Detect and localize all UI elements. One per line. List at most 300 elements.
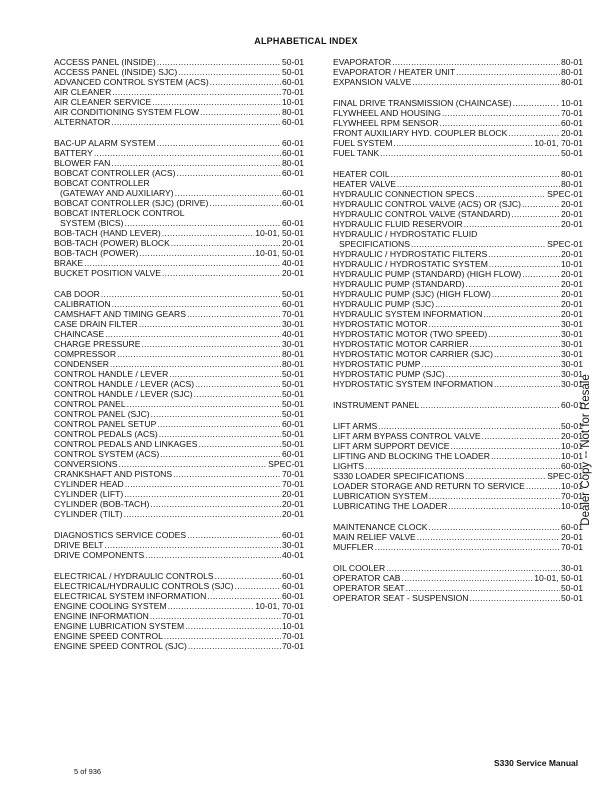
index-entry-name: ACCESS PANEL (INSIDE) [54,57,156,67]
index-entry-name: MUFFLER [333,542,374,552]
index-entry-name: HYDROSTATIC SYSTEM INFORMATION [333,379,493,389]
index-entry[interactable] [54,188,304,198]
section-gap [54,278,304,289]
dot-leader [508,128,560,138]
page-title: ALPHABETICAL INDEX [254,36,358,46]
index-entry[interactable] [333,77,583,87]
index-entry-page: 40-01 [282,329,304,339]
index-entry[interactable] [54,258,304,268]
index-entry[interactable] [333,209,583,219]
index-entry[interactable] [54,107,304,117]
index-entry-page: SPEC-01 [547,239,583,249]
index-entry[interactable] [54,57,304,67]
index-entry-name: MAINTENANCE CLOCK [333,522,428,532]
index-entry[interactable] [333,359,583,369]
index-entry[interactable] [333,400,583,410]
index-entry-page: 80-01 [282,158,304,168]
index-entry-name: AIR CLEANER [54,87,112,97]
index-entry[interactable] [54,591,304,601]
dot-leader [157,419,281,429]
index-entry-page: 80-01 [561,169,583,179]
dot-leader [411,239,546,249]
dot-leader [159,429,281,439]
index-entry-name: BOBCAT CONTROLLER (ACS) [54,168,176,178]
index-entry-name: CASE DRAIN FILTER [54,319,138,329]
index-entry[interactable] [54,289,304,299]
index-entry-page: 70-01 [282,611,304,621]
index-entry[interactable] [333,583,583,593]
dot-leader [150,499,281,509]
index-entry-name: COMPRESSOR [54,349,117,359]
index-entry-name: CHAINCASE [54,329,105,339]
index-entry[interactable] [333,431,583,441]
index-entry[interactable] [333,593,583,603]
index-entry-name: HYDRAULIC CONNECTION SPECS [333,189,475,199]
section-gap [333,511,583,522]
index-entry[interactable] [54,178,304,188]
index-entry-page: 60-01 [282,581,304,591]
dot-leader [511,209,560,219]
index-entry[interactable] [54,369,304,379]
index-entry[interactable] [54,509,304,519]
dot-leader [141,339,281,349]
index-entry[interactable] [333,441,583,451]
index-entry[interactable] [333,319,583,329]
index-entry[interactable] [333,573,583,583]
index-entry[interactable] [54,218,304,228]
dot-leader [488,249,560,259]
index-entry-name: LOADER STORAGE AND RETURN TO SERVICE [333,481,525,491]
index-entry[interactable] [333,349,583,359]
index-entry-page: 20-01 [561,309,583,319]
dot-leader [84,258,281,268]
dot-leader [117,349,281,359]
dot-leader [105,329,281,339]
index-entry[interactable] [54,530,304,540]
index-entry-name: HYDRAULIC PUMP (STANDARD) [333,279,465,289]
index-entry[interactable] [54,208,304,218]
index-entry[interactable] [333,289,583,299]
index-entry[interactable] [333,421,583,431]
index-entry[interactable] [54,571,304,581]
index-entry[interactable] [333,481,583,491]
dot-leader [94,148,281,158]
index-entry[interactable] [54,359,304,369]
dot-leader [402,573,534,583]
dot-leader [124,489,281,499]
index-entry[interactable] [54,148,304,158]
index-entry[interactable] [333,501,583,511]
index-entry[interactable] [54,168,304,178]
index-entry-name: DRIVE COMPONENTS [54,550,145,560]
index-entry-name: CONTROL SYSTEM (ACS) [54,449,160,459]
index-entry-name: HYDRAULIC / HYDROSTATIC FLUID [333,229,478,239]
index-entry[interactable] [54,138,304,148]
index-entry-name: DRIVE BELT [54,540,104,550]
index-entry-page: 20-01 [561,289,583,299]
index-entry-page: 80-01 [561,67,583,77]
dot-leader [491,451,560,461]
dot-leader [448,501,560,511]
index-entry[interactable] [333,57,583,67]
index-entry[interactable] [54,329,304,339]
index-entry-name: BLOWER FAN [54,158,111,168]
index-entry-page: 20-01 [561,128,583,138]
index-entry-name: HYDROSTATIC PUMP (SJC) [333,369,445,379]
index-entry-page: 50-01 [282,379,304,389]
index-entry-page: 40-01 [282,258,304,268]
index-entry-name: HYDRAULIC SYSTEM INFORMATION [333,309,483,319]
index-entry-name: BOBCAT CONTROLLER [54,178,150,188]
dot-leader [494,349,560,359]
index-entry[interactable] [333,269,583,279]
index-entry-page: 60-01 [282,571,304,581]
index-entry-page: 60-01 [282,168,304,178]
index-entry-name: HEATER COIL [333,169,390,179]
index-entry-page: 20-01 [561,249,583,259]
index-entry-name: CONTROL HANDLE / LEVER (SJC) [54,389,193,399]
index-entry[interactable] [333,532,583,542]
dot-leader [406,583,560,593]
index-entry-page: 70-01 [561,542,583,552]
dot-leader [157,57,281,67]
dot-leader [127,399,281,409]
index-entry[interactable] [333,461,583,471]
index-entry[interactable] [54,349,304,359]
index-entry[interactable] [54,399,304,409]
index-entry[interactable] [54,339,304,349]
index-entry-name: ENGINE COOLING SYSTEM [54,601,167,611]
index-entry-name: INSTRUMENT PANEL [333,400,420,410]
index-entry-name: HYDRAULIC PUMP (SJC) [333,299,435,309]
index-entry-name: LIFT ARM SUPPORT DEVICE [333,441,450,451]
index-entry[interactable] [54,117,304,127]
index-entry-name: ENGINE SPEED CONTROL (SJC) [54,641,187,651]
index-entry[interactable] [54,409,304,419]
dot-leader [173,469,281,479]
index-entry-name: CONTROL HANDLE / LEVER (ACS) [54,379,195,389]
index-entry[interactable] [54,77,304,87]
index-entry[interactable] [333,98,583,108]
index-entry-name: BOB-TACH (POWER) BLOCK [54,238,170,248]
index-entry[interactable] [333,309,583,319]
index-entry-page: 60-01 [561,400,583,410]
index-entry[interactable] [54,621,304,631]
index-entry-page: 50-01 [282,369,304,379]
index-entry-page: 20-01 [282,489,304,499]
index-entry-page: 30-01 [282,319,304,329]
dot-leader [187,530,281,540]
index-entry-page: 50-01 [282,67,304,77]
index-entry[interactable] [333,249,583,259]
dot-leader [412,77,560,87]
index-entry[interactable] [54,248,304,258]
index-entry-name: CAMSHAFT AND TIMING GEARS [54,309,186,319]
index-entry[interactable] [54,479,304,489]
manual-title: S330 Service Manual [494,758,579,768]
dot-leader [465,279,560,289]
index-entry-page: 60-01 [282,299,304,309]
dot-leader [111,117,281,127]
index-entry[interactable] [333,67,583,77]
dot-leader [187,309,281,319]
index-entry[interactable] [333,279,583,289]
index-entry[interactable] [333,522,583,532]
index-entry-name: HYDRAULIC PUMP (STANDARD) (HIGH FLOW) [333,269,522,279]
dot-leader [513,98,556,108]
dot-leader [125,218,282,228]
index-entry[interactable] [54,299,304,309]
index-entry[interactable] [54,459,304,469]
index-entry-page: 30-01 [282,339,304,349]
index-entry[interactable] [54,87,304,97]
index-entry-name: BOB-TACH (POWER) [54,248,139,258]
dot-leader [188,641,281,651]
dot-leader [442,108,560,118]
index-entry[interactable] [54,499,304,509]
index-entry-page: 60-01 [282,117,304,127]
section-gap [54,519,304,530]
dot-leader [391,169,560,179]
index-entry[interactable] [54,389,304,399]
index-entry[interactable] [333,169,583,179]
index-entry-page: 30-01 [561,339,583,349]
index-entry-name: CALIBRATION [54,299,111,309]
index-entry-page: 30-01 [561,379,583,389]
dot-leader [168,601,255,611]
index-entry[interactable] [54,540,304,550]
dot-leader [469,593,560,603]
index-entry[interactable] [54,611,304,621]
index-entry-page: 50-01 [282,289,304,299]
dot-leader [522,199,560,209]
index-entry[interactable] [333,239,583,249]
dot-leader [157,138,281,148]
index-entry-name: HYDRAULIC CONTROL VALVE (ACS) OR (SJC) [333,199,521,209]
index-entry-page: 10-01, 50-01 [534,573,583,583]
index-entry[interactable] [54,581,304,591]
dot-leader [420,400,560,410]
index-entry-name: (GATEWAY AND AUXILIARY) [60,188,174,198]
index-entry-page: 60-01 [282,188,304,198]
index-entry[interactable] [54,489,304,499]
index-entry-name: HYDRAULIC PUMP (SJC) (HIGH FLOW) [333,289,491,299]
dot-leader [125,479,281,489]
index-entry[interactable] [54,67,304,77]
index-entry-page: 10-01, 70-01 [534,138,583,148]
index-entry-page: 60-01 [282,198,304,208]
dot-leader [160,449,281,459]
dot-leader [392,57,560,67]
index-entry[interactable] [333,259,583,269]
section-gap [333,158,583,169]
dot-leader [185,621,281,631]
index-entry[interactable] [54,198,304,208]
index-entry[interactable] [54,309,304,319]
index-entry-page: 80-01 [282,349,304,359]
index-entry[interactable] [333,379,583,389]
index-entry-page: 20-01 [561,219,583,229]
index-entry-name: EXPANSION VALVE [333,77,412,87]
index-entry[interactable] [333,148,583,158]
index-entry[interactable] [333,219,583,229]
index-entry-name: SPECIFICATIONS [339,239,410,249]
index-entry-name: HYDROSTATIC MOTOR CARRIER [333,339,469,349]
index-entry-name: HYDRAULIC CONTROL VALVE (STANDARD) [333,209,511,219]
dot-leader [482,431,560,441]
index-entry-name: AIR CLEANER SERVICE [54,97,152,107]
index-entry-name: HYDROSTATIC PUMP [333,359,421,369]
index-entry[interactable] [333,451,583,461]
index-entry[interactable] [333,108,583,118]
dot-leader [429,522,560,532]
section-gap [54,127,304,138]
dot-leader [365,461,560,471]
index-entry[interactable] [54,238,304,248]
index-entry-name: CONTROL PANEL SETUP [54,419,157,429]
index-entry-page: 20-01 [561,532,583,542]
index-entry[interactable] [54,228,304,238]
dot-leader [176,168,281,178]
index-entry-page: 20-01 [282,268,304,278]
index-entry[interactable] [54,601,304,611]
dot-leader [451,441,560,451]
index-entry-name: OPERATOR SEAT - SUSPENSION [333,593,469,603]
index-entry[interactable] [333,369,583,379]
index-entry-name: FUEL SYSTEM [333,138,393,148]
index-entry-name: CYLINDER (BOB-TACH) [54,499,150,509]
index-entry[interactable] [54,429,304,439]
index-entry-name: ENGINE LUBRICATION SYSTEM [54,621,185,631]
index-entry[interactable] [333,118,583,128]
index-entry-page: 20-01 [561,269,583,279]
index-entry[interactable] [333,491,583,501]
index-entry[interactable] [54,158,304,168]
index-entry[interactable] [54,641,304,651]
index-entry[interactable] [333,299,583,309]
index-entry[interactable] [333,339,583,349]
dot-leader [110,359,281,369]
index-entry-page: 60-01 [282,419,304,429]
dot-leader [380,148,560,158]
index-entry-name: LIFT ARM BYPASS CONTROL VALVE [333,431,481,441]
dot-leader [162,268,281,278]
dot-leader [489,259,560,269]
index-entry[interactable] [333,128,583,138]
dot-leader [464,219,560,229]
index-entry-name: BRAKE [54,258,84,268]
index-entry[interactable] [54,439,304,449]
index-entry[interactable] [54,419,304,429]
index-entry-name: FRONT AUXILIARY HYD. COUPLER BLOCK [333,128,508,138]
index-entry-name: CYLINDER (TILT) [54,509,123,519]
index-entry-page: 50-01 [282,389,304,399]
index-entry[interactable] [54,97,304,107]
index-entry[interactable] [54,449,304,459]
index-entry[interactable] [333,189,583,199]
dot-leader [124,509,281,519]
dot-leader [150,611,281,621]
index-entry-name: ENGINE INFORMATION [54,611,149,621]
dot-leader [465,471,546,481]
index-entry[interactable] [333,199,583,209]
dot-leader [492,289,560,299]
index-entry[interactable] [333,542,583,552]
dot-leader [393,138,533,148]
dot-leader [378,421,560,431]
index-entry-page: 60-01 [282,77,304,87]
index-entry-page: 50-01 [561,593,583,603]
dot-leader [151,409,281,419]
index-entry-page: 20-01 [561,299,583,309]
dot-leader [446,369,560,379]
index-entry-name: DIAGNOSTICS SERVICE CODES [54,530,187,540]
index-entry[interactable] [54,469,304,479]
section-gap [333,552,583,563]
index-entry[interactable] [54,550,304,560]
index-entry[interactable] [333,563,583,573]
index-entry-name: LUBRICATION SYSTEM [333,491,428,501]
index-entry-name: ELECTRICAL / HYDRAULIC CONTROLS [54,571,214,581]
dot-leader [422,359,560,369]
index-entry-page: 70-01 [282,641,304,651]
dot-leader [139,319,281,329]
index-entry-page: 60-01 [282,591,304,601]
index-entry-page: 20-01 [561,431,583,441]
dot-leader [175,188,281,198]
index-entry-name: CONDENSER [54,359,109,369]
index-entry-page: 20-01 [561,279,583,289]
index-entry-name: SYSTEM (BICS) [60,218,124,228]
dot-leader [470,339,560,349]
index-entry-page: 10-01 [282,621,304,631]
index-entry[interactable] [333,138,583,148]
index-entry-page: 70-01 [282,479,304,489]
index-entry[interactable] [333,179,583,189]
dot-leader [112,87,281,97]
index-entry-name: CYLINDER (LIFT) [54,489,124,499]
index-entry-page: 70-01 [282,309,304,319]
index-entry[interactable] [54,268,304,278]
index-entry-name: FLYWHEEL RPM SENSOR [333,118,439,128]
index-entry-name: HYDROSTATIC MOTOR (TWO SPEED) [333,329,488,339]
index-entry-name: EVAPORATOR [333,57,392,67]
index-entry-page: 50-01 [282,57,304,67]
index-entry-name: ELECTRICAL/HYDRAULIC CONTROLS (SJC) [54,581,234,591]
index-entry[interactable] [54,319,304,329]
dot-leader [119,459,268,469]
dealer-copy-watermark [578,300,594,600]
index-entry-page: 10-01, 70-01 [255,601,304,611]
index-entry[interactable] [333,471,583,481]
index-entry-page: 80-01 [561,179,583,189]
index-column-right [333,57,583,603]
index-entry[interactable] [54,631,304,641]
dot-leader [162,228,254,238]
index-entry[interactable] [54,379,304,389]
index-entry-page: 50-01 [282,429,304,439]
index-entry[interactable] [333,229,583,239]
index-entry-name: EVAPORATOR / HEATER UNIT [333,67,456,77]
index-entry-name: CONVERSIONS [54,459,118,469]
index-entry-name: CONTROL PEDALS (ACS) [54,429,158,439]
dot-leader [386,563,560,573]
index-entry-page: 70-01 [561,491,583,501]
index-entry-page: 30-01 [561,349,583,359]
dot-leader [195,379,281,389]
index-entry-name: BUCKET POSITION VALVE [54,268,161,278]
index-entry[interactable] [333,329,583,339]
